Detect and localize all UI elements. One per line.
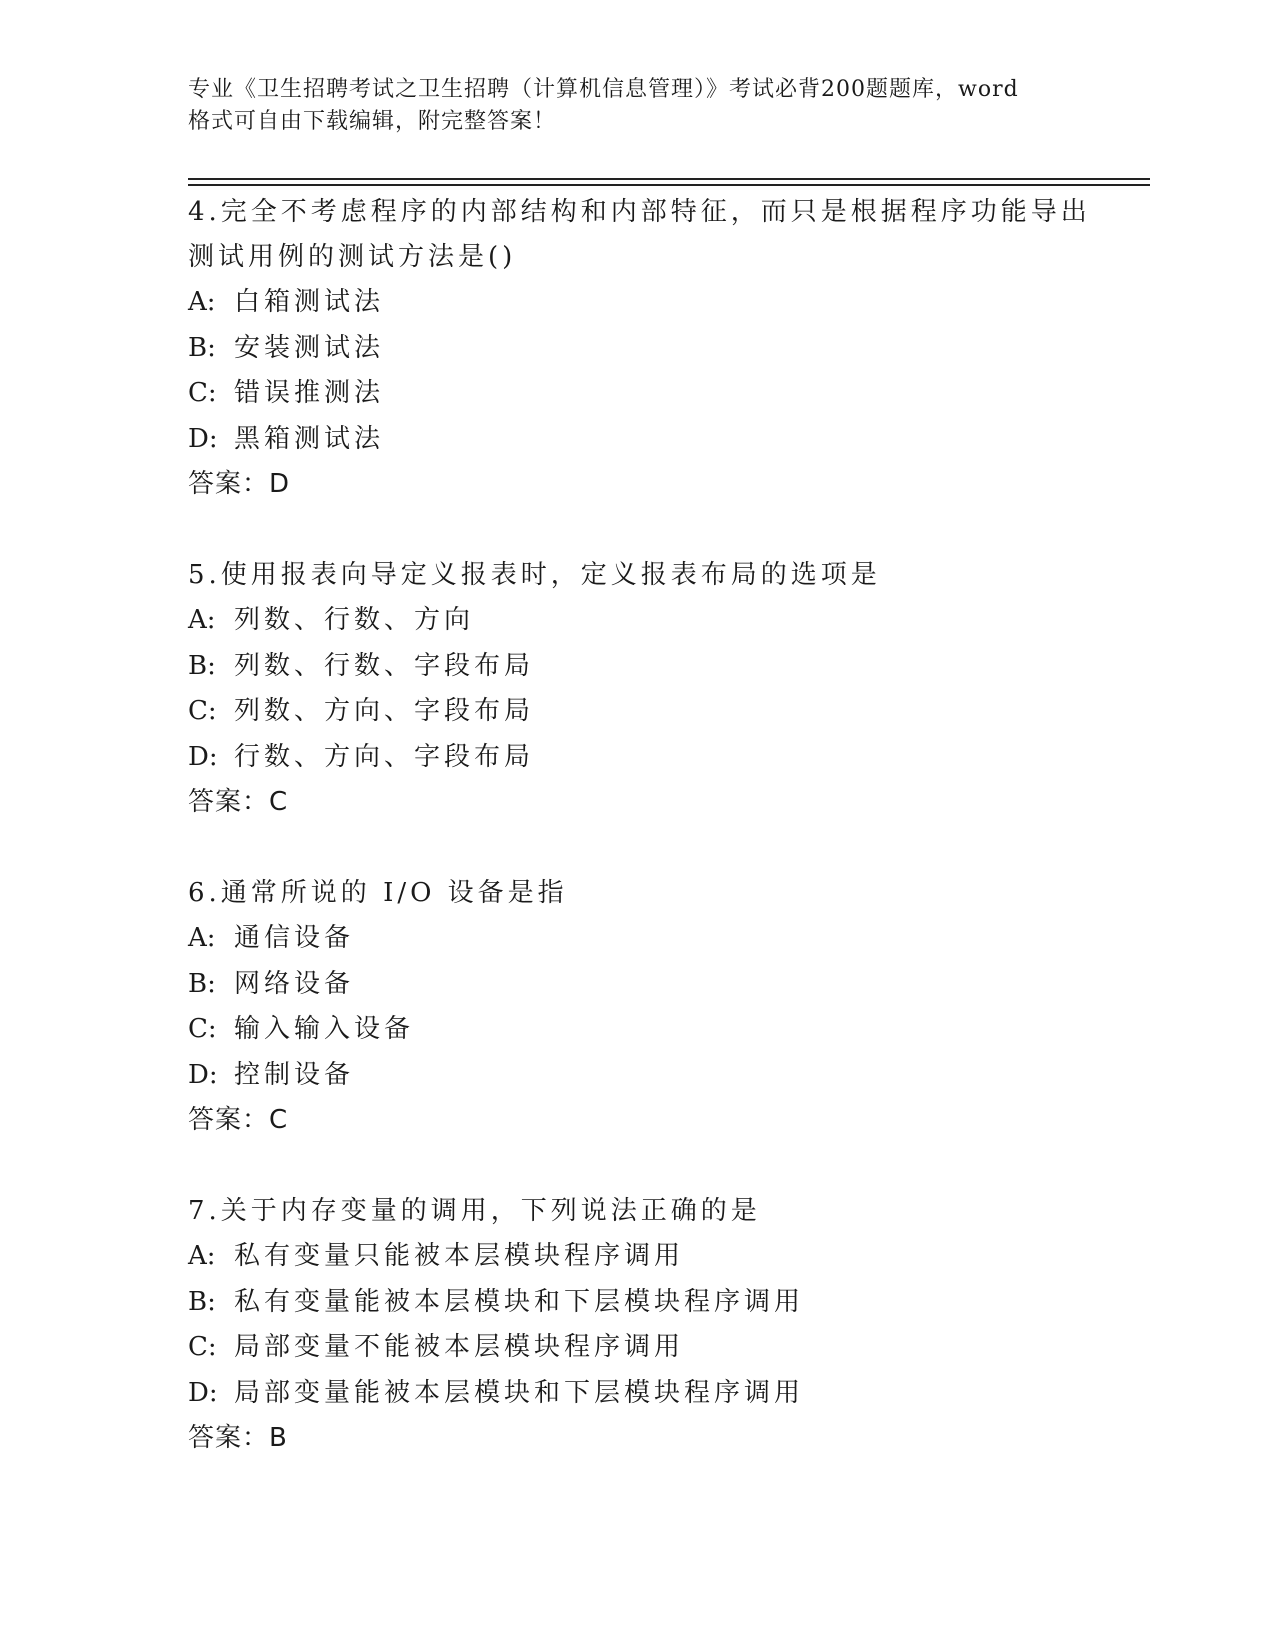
option-label: B: <box>188 650 216 681</box>
question-6-option-a <box>188 916 1128 962</box>
option-text: 列数、行数、方向 <box>234 605 475 635</box>
option-label: A: <box>188 923 216 953</box>
option-text: 黑箱测试法 <box>234 423 385 454</box>
option-text: 输入输入设备 <box>234 1014 415 1044</box>
question-4 <box>188 190 1128 507</box>
question-6-answer: 答案：C <box>188 1105 289 1135</box>
option-text: 错误推测法 <box>234 378 385 408</box>
question-7 <box>188 1189 1128 1461</box>
option-text: 安装测试法 <box>234 332 385 363</box>
question-5-stem: 5.使用报表向导定义报表时，定义报表布局的选项是 <box>188 560 881 590</box>
option-label: A: <box>188 605 216 635</box>
question-4-option-d <box>188 417 1128 463</box>
question-5 <box>188 553 1128 825</box>
option-text: 列数、行数、字段布局 <box>234 650 535 681</box>
option-label: B: <box>188 332 216 363</box>
document-header <box>188 74 1088 138</box>
option-label: D: <box>188 423 218 454</box>
option-text: 局部变量不能被本层模块程序调用 <box>234 1332 685 1362</box>
question-4-option-a <box>188 280 1128 326</box>
option-text: 网络设备 <box>234 968 355 999</box>
option-label: C: <box>188 1332 217 1362</box>
option-label: A: <box>188 1241 216 1271</box>
option-label: C: <box>188 378 217 408</box>
option-text: 私有变量只能被本层模块程序调用 <box>234 1241 685 1271</box>
question-7-option-d <box>188 1371 1128 1417</box>
option-label: D: <box>188 1377 218 1408</box>
question-6-stem: 6.通常所说的 I/O 设备是指 <box>188 878 568 908</box>
option-label: D: <box>188 741 218 772</box>
question-6 <box>188 871 1128 1143</box>
question-5-answer: 答案：C <box>188 787 289 817</box>
question-7-option-a <box>188 1234 1128 1280</box>
question-6-option-d <box>188 1053 1128 1099</box>
question-4-stem-line-1: 4.完全不考虑程序的内部结构和内部特征，而只是根据程序功能导出 <box>188 197 1091 227</box>
question-7-option-c <box>188 1325 1128 1371</box>
option-label: B: <box>188 1286 216 1317</box>
question-4-stem-line-2: 测试用例的测试方法是() <box>188 242 517 272</box>
question-5-option-a <box>188 598 1128 644</box>
question-4-answer: 答案：D <box>188 469 291 499</box>
option-label: D: <box>188 1059 218 1090</box>
question-5-option-c <box>188 689 1128 735</box>
option-label: C: <box>188 1014 217 1044</box>
question-7-stem: 7.关于内存变量的调用，下列说法正确的是 <box>188 1196 761 1226</box>
question-4-option-b <box>188 326 1128 372</box>
header-divider-bottom <box>188 184 1150 186</box>
question-7-option-b <box>188 1280 1128 1326</box>
question-5-option-d <box>188 735 1128 781</box>
question-6-option-c <box>188 1007 1128 1053</box>
option-text: 控制设备 <box>234 1059 355 1090</box>
option-text: 私有变量能被本层模块和下层模块程序调用 <box>234 1286 805 1317</box>
option-label: B: <box>188 968 216 999</box>
option-text: 列数、方向、字段布局 <box>234 696 535 726</box>
option-label: C: <box>188 696 217 726</box>
header-line-1: 专业《卫生招聘考试之卫生招聘（计算机信息管理）》考试必背200题题库，word <box>188 77 1019 102</box>
question-list <box>188 190 1128 1507</box>
question-6-option-b <box>188 962 1128 1008</box>
header-line-2: 格式可自由下载编辑，附完整答案！ <box>188 109 557 134</box>
question-4-option-c <box>188 371 1128 417</box>
question-5-option-b <box>188 644 1128 690</box>
question-7-answer: 答案：B <box>188 1423 288 1453</box>
option-text: 局部变量能被本层模块和下层模块程序调用 <box>234 1377 805 1408</box>
option-text: 白箱测试法 <box>234 287 385 317</box>
option-text: 通信设备 <box>234 923 355 953</box>
header-divider-top <box>188 178 1150 180</box>
option-label: A: <box>188 287 216 317</box>
option-text: 行数、方向、字段布局 <box>234 741 535 772</box>
